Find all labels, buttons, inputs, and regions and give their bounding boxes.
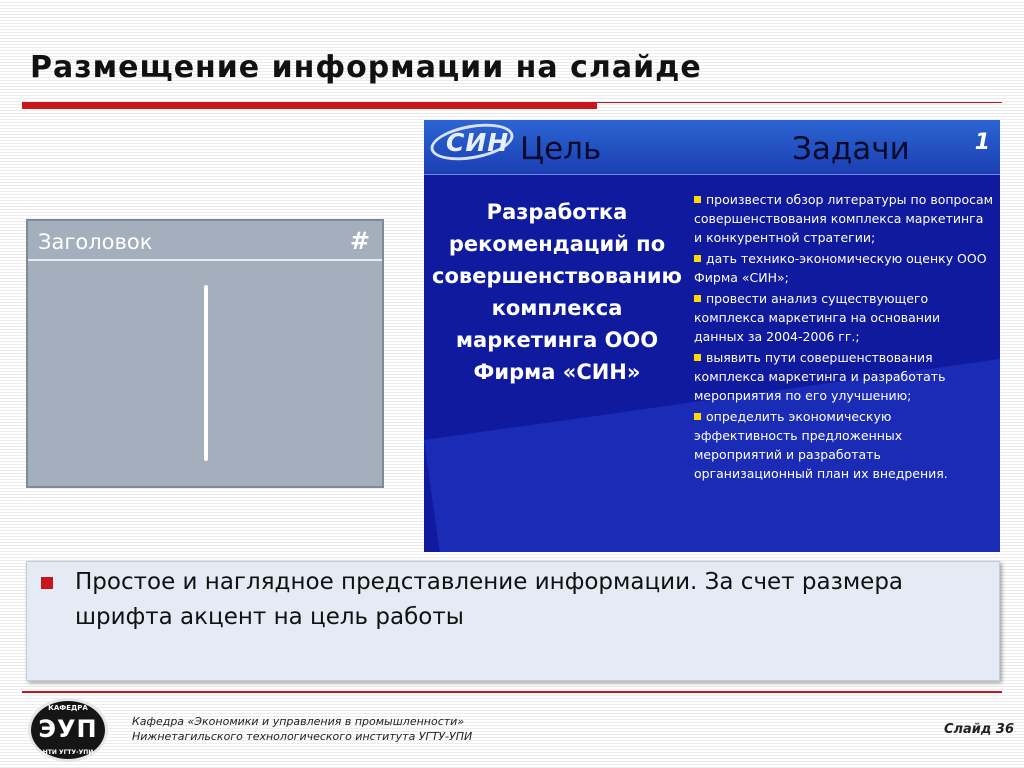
square-bullet-icon	[694, 354, 701, 361]
square-bullet-icon	[694, 295, 701, 302]
tasks-heading: Задачи	[792, 131, 910, 167]
footer-department: Кафедра «Экономики и управления в промышленности»	[132, 715, 465, 728]
task-text: провести анализ существующего комплекса маркетинга на основании данных за 2004-2006 гг.;	[694, 291, 941, 344]
footer-institute: Нижнетагильского технологического института УГТУ-УПИ	[132, 730, 473, 743]
task-list	[694, 190, 994, 485]
square-bullet-icon	[694, 413, 701, 420]
department-logo-abbr: ЭУП	[38, 715, 98, 743]
task-item	[694, 348, 994, 405]
template-slide-number-placeholder: #	[349, 227, 370, 255]
summary-text-box	[26, 561, 1000, 681]
example-slide-number: 1	[974, 130, 990, 155]
slide-number-label: Слайд 36	[943, 722, 1014, 737]
goal-text: Разработка рекомендаций по совершенствованию комплекса маркетинга ООО Фирма «СИН»	[432, 200, 682, 384]
goal-heading: Цель	[520, 131, 602, 167]
example-header	[424, 120, 1000, 175]
task-item	[694, 407, 994, 483]
square-bullet-icon	[694, 196, 701, 203]
sin-logo-text: СИН	[446, 128, 510, 157]
example-slide	[424, 120, 1000, 552]
task-item	[694, 249, 994, 287]
square-bullet-icon	[41, 577, 53, 589]
department-logo	[28, 698, 108, 762]
title-underline-thin	[597, 102, 1002, 103]
department-logo-bottom-text: НТИ УГТУ-УПИ	[42, 749, 94, 756]
task-text: выявить пути совершенствования комплекса маркетинга и разработать мероприятия по его улучшению;	[694, 350, 946, 403]
task-text: определить экономическую эффективность предложенных мероприятий и разработать организационный план их внедрения.	[694, 409, 948, 481]
slide-template-mockup	[26, 219, 384, 488]
title-underline-accent	[22, 102, 597, 109]
task-item	[694, 190, 994, 247]
square-bullet-icon	[694, 255, 701, 262]
template-header	[28, 221, 382, 261]
template-header-title: Заголовок	[38, 230, 153, 254]
task-item	[694, 289, 994, 346]
footer-divider	[22, 691, 1002, 693]
task-text: произвести обзор литературы по вопросам совершенствования комплекса маркетинга и конкурентной стратегии;	[694, 192, 994, 245]
summary-text: Простое и наглядное представление информации. За счет размера шрифта акцент на цель работы	[75, 569, 904, 630]
slide-title: Размещение информации на слайде	[30, 50, 702, 85]
department-logo-top-text: КАФЕДРА	[48, 704, 88, 712]
template-column-divider	[204, 285, 208, 461]
task-text: дать технико-экономическую оценку ООО Фирма «СИН»;	[694, 251, 987, 285]
